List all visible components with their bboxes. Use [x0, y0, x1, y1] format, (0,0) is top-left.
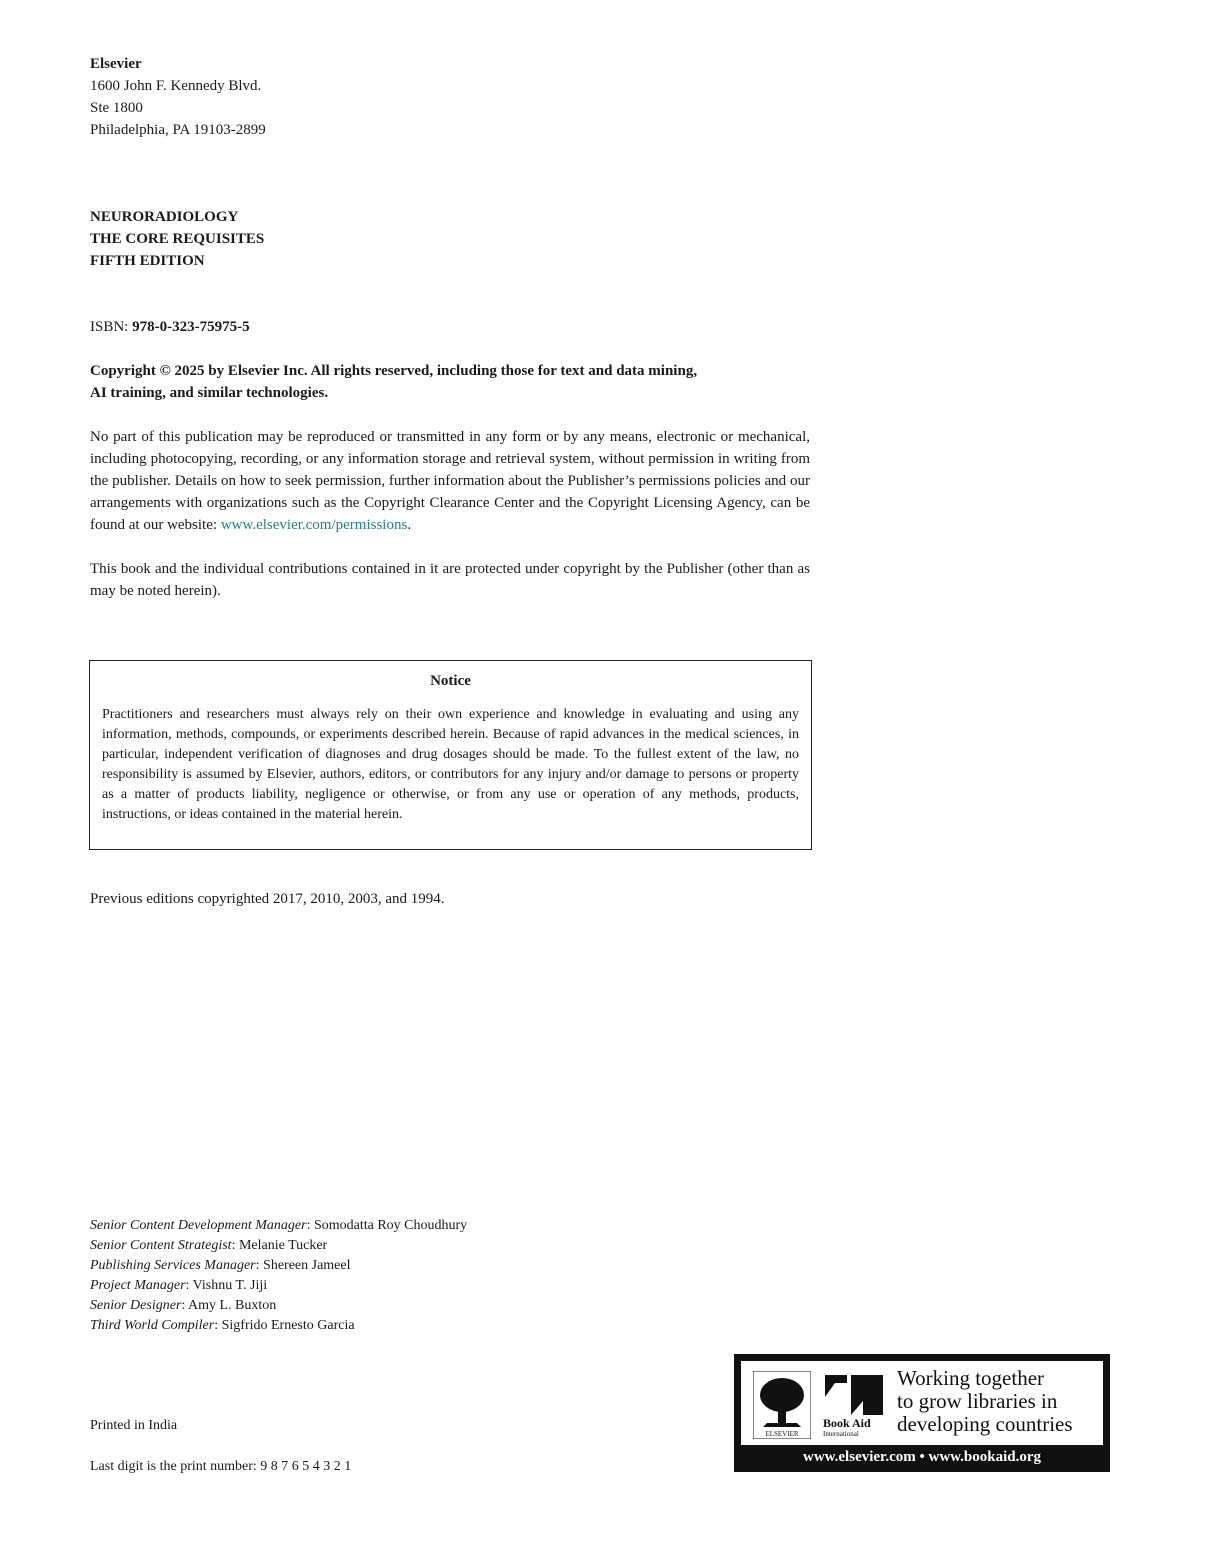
permissions-link[interactable]: www.elsevier.com/permissions — [220, 517, 408, 533]
svg-text:ELSEVIER: ELSEVIER — [765, 1430, 799, 1438]
address-line-3: Philadelphia, PA 19103-2899 — [90, 122, 266, 138]
credit-person: : Vishnu T. Jiji — [185, 1278, 268, 1293]
copyright-statement — [90, 360, 810, 404]
banner-urls[interactable]: www.elsevier.com • www.bookaid.org — [802, 1449, 1042, 1465]
title-line-2: THE CORE REQUISITES — [90, 231, 265, 247]
credit-role: Project Manager — [90, 1278, 186, 1293]
credit-person: : Melanie Tucker — [231, 1238, 328, 1253]
credit-line — [90, 1256, 467, 1276]
slogan-line-2: to grow libraries in — [897, 1389, 1058, 1413]
credit-person: : Shereen Jameel — [255, 1258, 351, 1273]
credit-line — [90, 1216, 467, 1236]
publisher-name: Elsevier — [90, 56, 142, 72]
title-line-3: FIFTH EDITION — [90, 253, 205, 269]
copyright-line-2: AI training, and similar technologies. — [90, 385, 329, 401]
slogan-line-3: developing countries — [897, 1412, 1073, 1436]
banner-slogan — [897, 1367, 1073, 1436]
print-number: Last digit is the print number: 9 8 7 6 5 4 3 2 1 — [90, 1459, 352, 1474]
publisher-address — [90, 53, 266, 141]
rights-end: . — [407, 517, 412, 533]
elsevier-tree-logo-icon — [753, 1371, 811, 1439]
rights-text: No part of this publication may be reproduced or transmitted in any form or by any means, electronic or mechanical, including photocopying, recording, or any information storage and retrieval system, without permission in writing from the publisher. Details on how to seek permission, further information about the Publisher’s permissions policies and our arrangements with organizations such as the Copyright Clearance Center and the Copyright Licensing Agency, can be found at our website: — [90, 429, 810, 533]
credit-person: : Somodatta Roy Choudhury — [306, 1218, 468, 1233]
isbn — [90, 316, 250, 338]
previous-editions: Previous editions copyrighted 2017, 2010, 2003, and 1994. — [90, 891, 445, 907]
credit-role: Senior Designer — [90, 1298, 182, 1313]
isbn-value: 978-0-323-75975-5 — [132, 319, 250, 335]
credit-person: : Amy L. Buxton — [181, 1298, 277, 1313]
protection-paragraph: This book and the individual contributions contained in it are protected under copyright by the Publisher (other than as may be noted herein). — [90, 561, 810, 599]
rights-paragraph — [90, 426, 810, 536]
credits-list — [90, 1216, 467, 1336]
svg-text:International: International — [823, 1430, 859, 1438]
credit-line — [90, 1296, 467, 1316]
svg-text:Book Aid: Book Aid — [823, 1416, 871, 1430]
title-line-1: NEURORADIOLOGY — [90, 209, 239, 225]
copyright-line-1: Copyright © 2025 by Elsevier Inc. All rights reserved, including those for text and data mining, — [90, 363, 698, 379]
address-line-2: Ste 1800 — [90, 100, 143, 116]
book-aid-banner — [734, 1354, 1110, 1472]
slogan-line-1: Working together — [897, 1366, 1045, 1390]
credit-line — [90, 1316, 467, 1336]
notice-title: Notice — [430, 673, 471, 689]
credit-role: Third World Compiler — [90, 1318, 215, 1333]
credit-role: Publishing Services Manager — [90, 1258, 256, 1273]
book-title — [90, 206, 264, 272]
banner-panel — [741, 1361, 1103, 1445]
credit-role: Senior Content Strategist — [90, 1238, 232, 1253]
credit-line — [90, 1236, 467, 1256]
credit-role: Senior Content Development Manager — [90, 1218, 307, 1233]
address-line-1: 1600 John F. Kennedy Blvd. — [90, 78, 262, 94]
credit-person: : Sigfrido Ernesto Garcia — [214, 1318, 355, 1333]
notice-box — [89, 660, 812, 850]
book-aid-logo-icon — [821, 1371, 887, 1439]
credit-line — [90, 1276, 467, 1296]
printed-in: Printed in India — [90, 1418, 178, 1433]
isbn-label: ISBN: — [90, 319, 129, 335]
notice-body: Practitioners and researchers must always rely on their own experience and knowledge in evaluating and using any information, methods, compounds, or experiments described herein. Because of rapid advances in the medical sciences, in particular, independent verification of diagnoses and drug dosages should be made. To the fullest extent of the law, no responsibility is assumed by Elsevier, authors, editors, or contributors for any injury and/or damage to persons or property as a matter of products liability, negligence or otherwise, or from any use or operation of any methods, products, instructions, or ideas contained in the material herein. — [102, 707, 799, 822]
